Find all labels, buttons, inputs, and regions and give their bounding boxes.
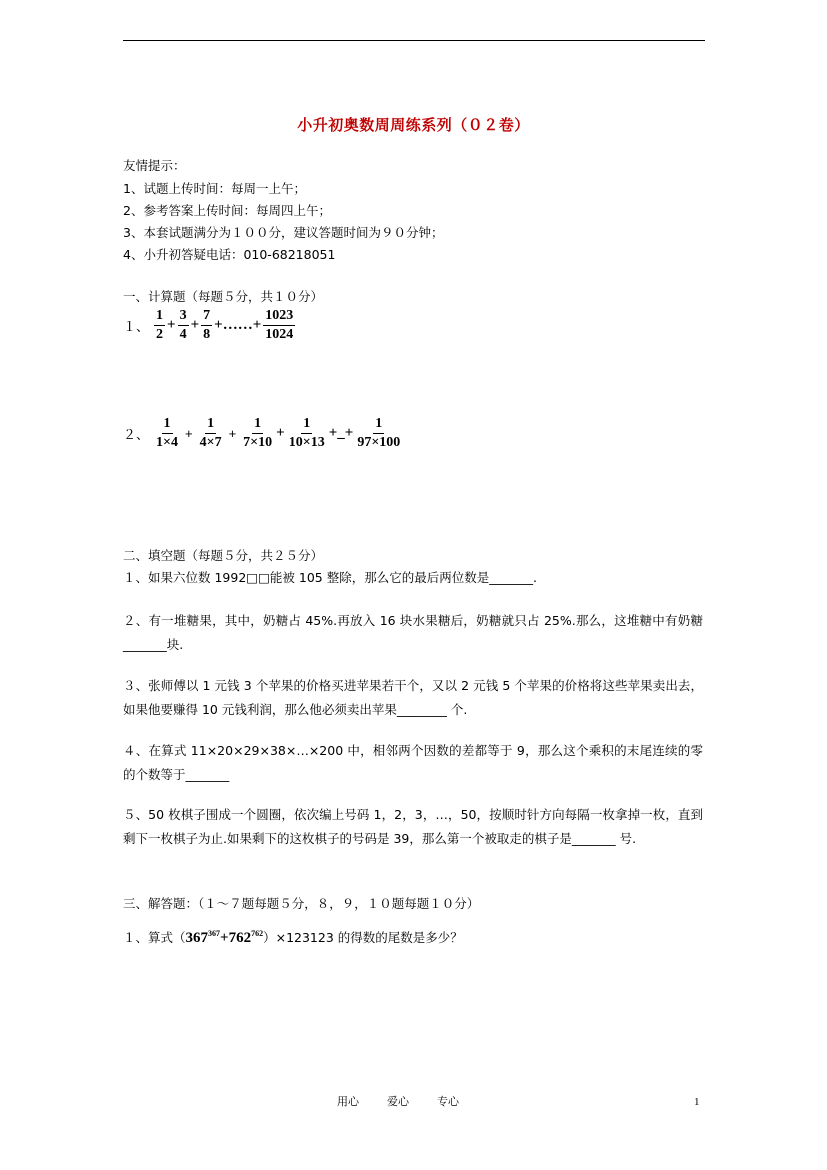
- footer-item: 专心: [437, 1095, 459, 1108]
- question-suffix: ）×123123 的得数的尾数是多少？: [263, 930, 463, 945]
- tips-heading: 友情提示：: [123, 158, 186, 173]
- section3-heading: 三、解答题：（１～７题每题５分，８，９，１０题每题１０分）: [123, 896, 480, 911]
- section1-heading: 一、计算题（每题５分，共１０分）: [123, 289, 324, 304]
- fraction: $\frac{1023}{1024}$: [265, 308, 294, 342]
- solve-question-1: [123, 926, 463, 946]
- fill-question-2: ２、有一堆糖果，其中，奶糖占 45%.再放入 16 块水果糖后，奶糖就只占 25%.那么，这堆糖中有奶糖_______块.: [123, 613, 703, 652]
- section2-heading: 二、填空题（每题５分，共２５分）: [123, 548, 324, 563]
- ellipsis-operator: +……+: [214, 317, 262, 333]
- page-title: 小升初奥数周周练系列（０２卷）: [297, 116, 530, 134]
- plus-sign: +: [220, 930, 229, 946]
- fraction: $\frac{3}{4}$: [179, 308, 187, 342]
- question-index: １、: [123, 320, 150, 335]
- footer-item: 爱心: [387, 1095, 409, 1108]
- plus-sign: +: [228, 426, 237, 441]
- plus-sign: +: [276, 425, 285, 441]
- fill-question-1: １、如果六位数 1992□□能被 105 整除，那么它的最后两位数是_______.: [123, 570, 537, 585]
- calc-question-1: [123, 308, 296, 343]
- tip-item-4: 4、小升初答疑电话：010-68218051: [123, 247, 336, 262]
- power-term-2: $762^{762}$: [228, 929, 264, 946]
- power-term-1: $367^{367}$: [185, 929, 221, 946]
- fill-question-5: ５、50 枚棋子围成一个圆圈，依次编上号码 1，2，3，…，50，按顺时针方向每隔一枚拿掉一枚，直到剩下一枚棋子为止.如果剩下的这枚棋子的号码是 39，那么第一个被取走的棋子是_______ 号.: [123, 807, 703, 846]
- footer-item: 用心: [337, 1095, 359, 1108]
- tip-item-3: 3、本套试题满分为１００分，建议答题时间为９０分钟；: [123, 225, 444, 240]
- fraction: $\frac{1}{2}$: [156, 308, 164, 342]
- tip-item-1: 1、试题上传时间：每周一上午；: [123, 181, 306, 196]
- page-number: 1: [694, 1096, 700, 1108]
- fraction: $\frac{1}{10\times 13}$: [288, 416, 325, 450]
- fraction: $\frac{1}{97\times 100}$: [357, 416, 401, 450]
- header-rule: [123, 40, 705, 41]
- fill-question-3: ３、张师傅以 1 元钱 3 个苹果的价格买进苹果若干个，又以 2 元钱 5 个苹果的价格将这些苹果卖出去，如果他要赚得 10 元钱利润，那么他必须卖出苹果________ 个.: [123, 678, 703, 717]
- question-prefix: 算式（: [148, 930, 186, 945]
- fraction: $\frac{1}{7\times 10}$: [243, 416, 273, 450]
- ellipsis-operator: +_+: [328, 425, 354, 441]
- plus-sign: +: [167, 317, 176, 333]
- plus-sign: +: [190, 317, 200, 333]
- fill-question-4: ４、在算式 11×20×29×38×…×200 中，相邻两个因数的差都等于 9，那么这个乘积的末尾连续的零的个数等于_______: [123, 743, 703, 782]
- question-index: ２、: [123, 428, 150, 443]
- calc-question-2: [123, 416, 403, 451]
- fraction: $\frac{7}{8}$: [203, 308, 211, 342]
- fraction: $\frac{1}{4\times 7}$: [199, 416, 222, 450]
- question-index: １、: [123, 930, 149, 945]
- plus-sign: +: [185, 426, 193, 441]
- fraction: $\frac{1}{1\times 4}$: [156, 416, 178, 450]
- tip-item-2: 2、参考答案上传时间：每周四上午；: [123, 203, 331, 218]
